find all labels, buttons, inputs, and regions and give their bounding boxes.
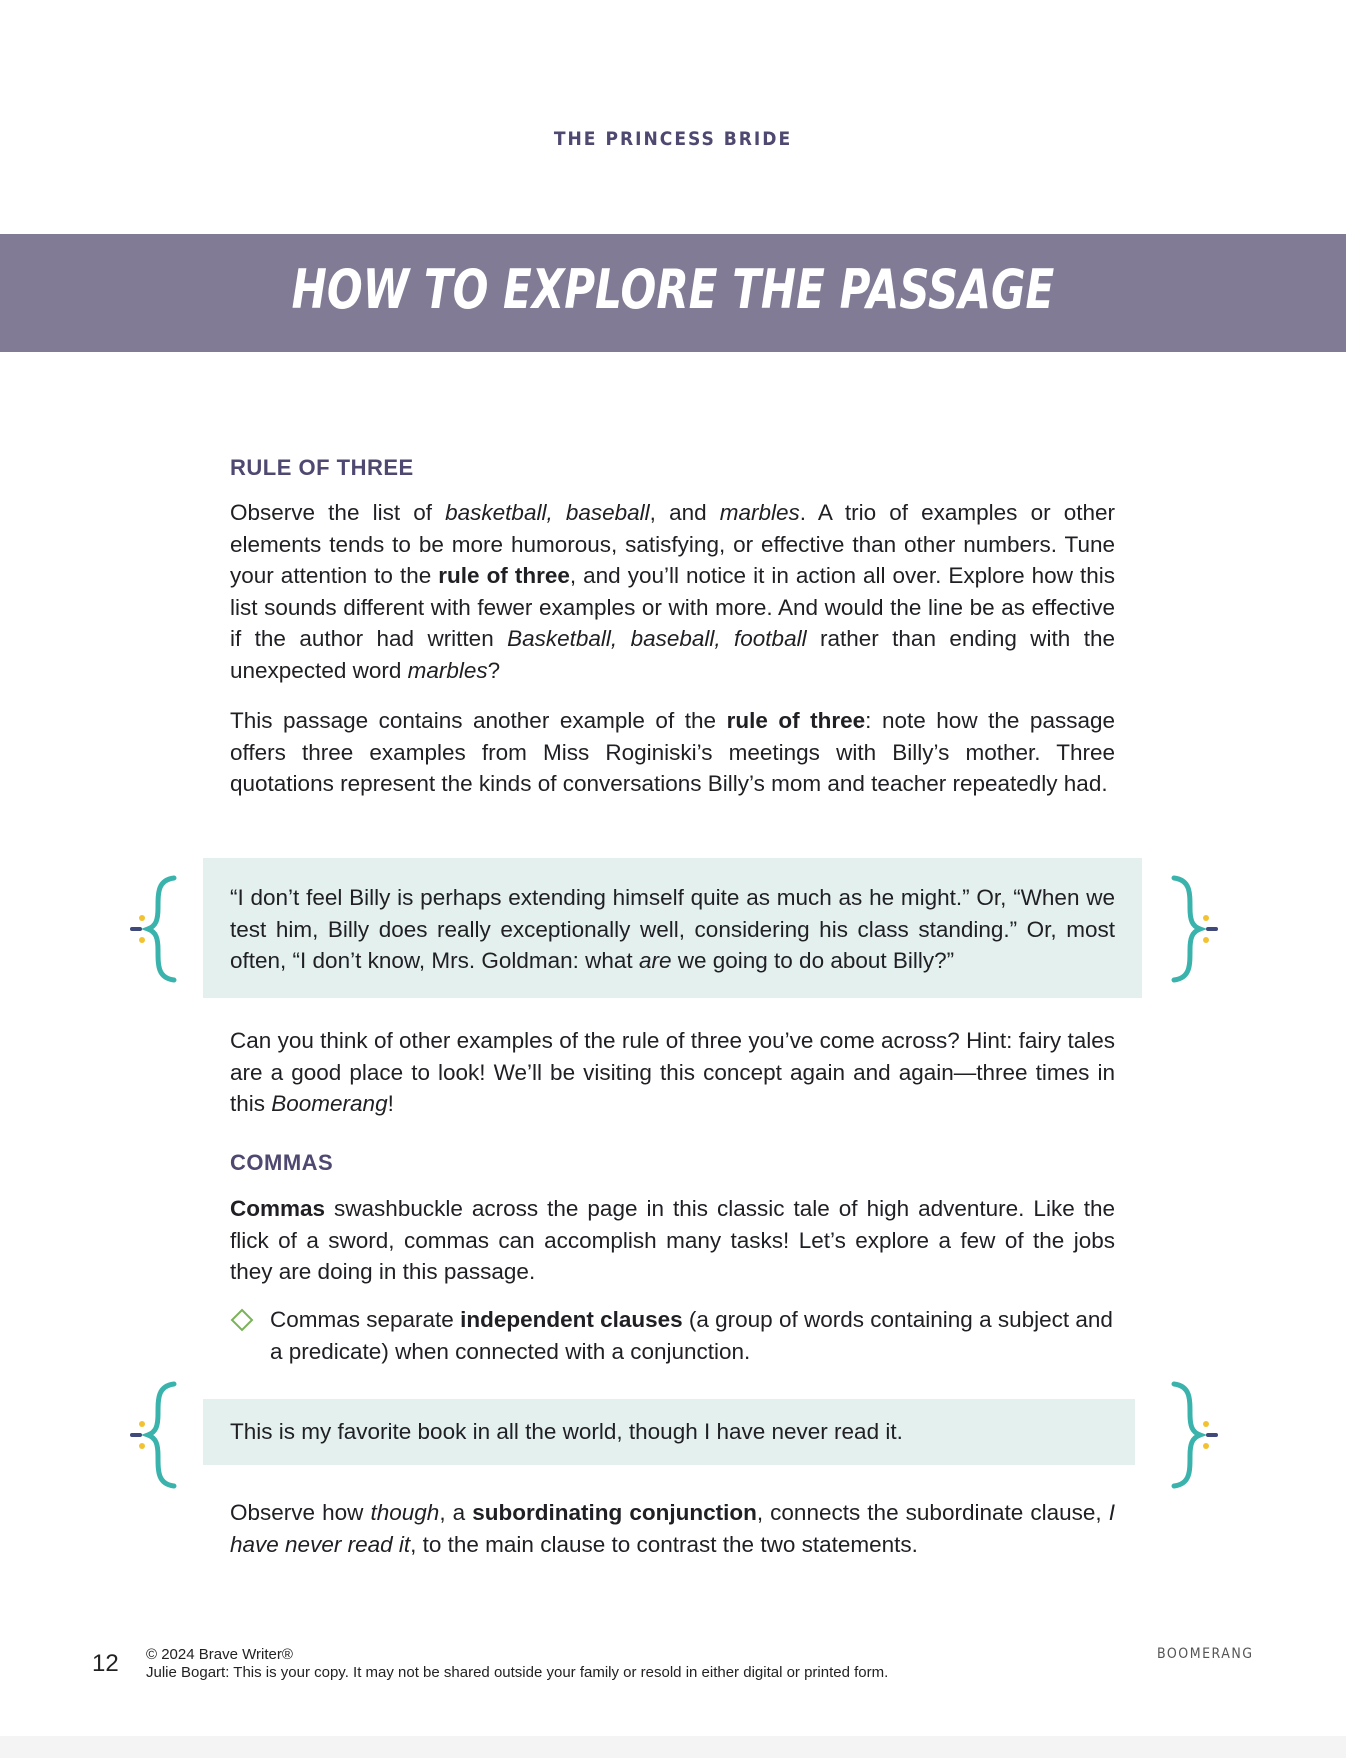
page-number: 12 bbox=[92, 1650, 119, 1677]
rule-of-three-paragraph-2: This passage contains another example of the rule of three: note how the passage offers three examples from Miss Roginiski’s meetings with Billy’s mother. Three quotations represent the kinds of conversations Billy’s mom and teacher repeatedly had. bbox=[230, 708, 1115, 796]
banner-title: HOW TO EXPLORE THE PASSAGE bbox=[291, 258, 1055, 321]
license-notice: Julie Bogart: This is your copy. It may not be shared outside your family or resold in either digital or printed form. bbox=[146, 1664, 889, 1681]
left-brace-icon bbox=[128, 1380, 188, 1490]
right-brace-icon bbox=[1160, 874, 1220, 984]
rule-of-three-paragraph-1: Observe the list of basketball, baseball, and marbles. A trio of examples or other elements tends to be more humorous, satisfying, or effective than other numbers. Tune your attention to the rule of three, and you’ll notice it in action all over. Explore how this list sounds different with fewer examples or with more. And would the line be as effective if the author had written Basketball, baseball, football rather than ending with the unexpected word marbles? bbox=[230, 500, 1115, 683]
left-brace-icon bbox=[128, 874, 188, 984]
footer-brand-logo: BOOMERANG bbox=[1157, 1646, 1254, 1662]
bullet-text: Commas separate independent clauses (a group of words containing a subject and a predicate) when connected with a conjunction. bbox=[270, 1307, 1113, 1364]
commas-paragraph-2: Observe how though, a subordinating conjunction, connects the subordinate clause, I have never read it, to the main clause to contrast the two statements. bbox=[230, 1500, 1115, 1557]
heading-rule-of-three: RULE OF THREE bbox=[230, 455, 414, 480]
quote-text-billy: “I don’t feel Billy is perhaps extending himself quite as much as he might.” Or, “When we test him, Billy does really exceptionally well, considering his class standing.” Or, most often, “I don’t know, Mrs. Goldman: what are we going to do about Billy?” bbox=[230, 885, 1115, 973]
list-item bbox=[230, 1304, 1115, 1368]
commas-paragraph-1: Commas swashbuckle across the page in this classic tale of high adventure. Like the flick of a sword, commas can accomplish many tasks! Let’s explore a few of the jobs they are doing in this passage. bbox=[230, 1196, 1115, 1284]
section-banner bbox=[0, 234, 1346, 352]
quote-text-favorite-book: This is my favorite book in all the world, though I have never read it. bbox=[230, 1419, 903, 1444]
heading-commas: COMMAS bbox=[230, 1150, 334, 1175]
copyright-line: © 2024 Brave Writer® bbox=[146, 1646, 293, 1663]
page-bottom-edge bbox=[0, 1736, 1346, 1758]
footer-copyright bbox=[146, 1646, 888, 1682]
right-brace-icon bbox=[1160, 1380, 1220, 1490]
diamond-bullet-icon bbox=[230, 1308, 254, 1332]
running-header: THE PRINCESS BRIDE bbox=[553, 128, 793, 150]
rule-of-three-paragraph-3: Can you think of other examples of the rule of three you’ve come across? Hint: fairy tales are a good place to look! We’ll be visiting this concept again and again—three times in this Boomerang! bbox=[230, 1028, 1115, 1116]
